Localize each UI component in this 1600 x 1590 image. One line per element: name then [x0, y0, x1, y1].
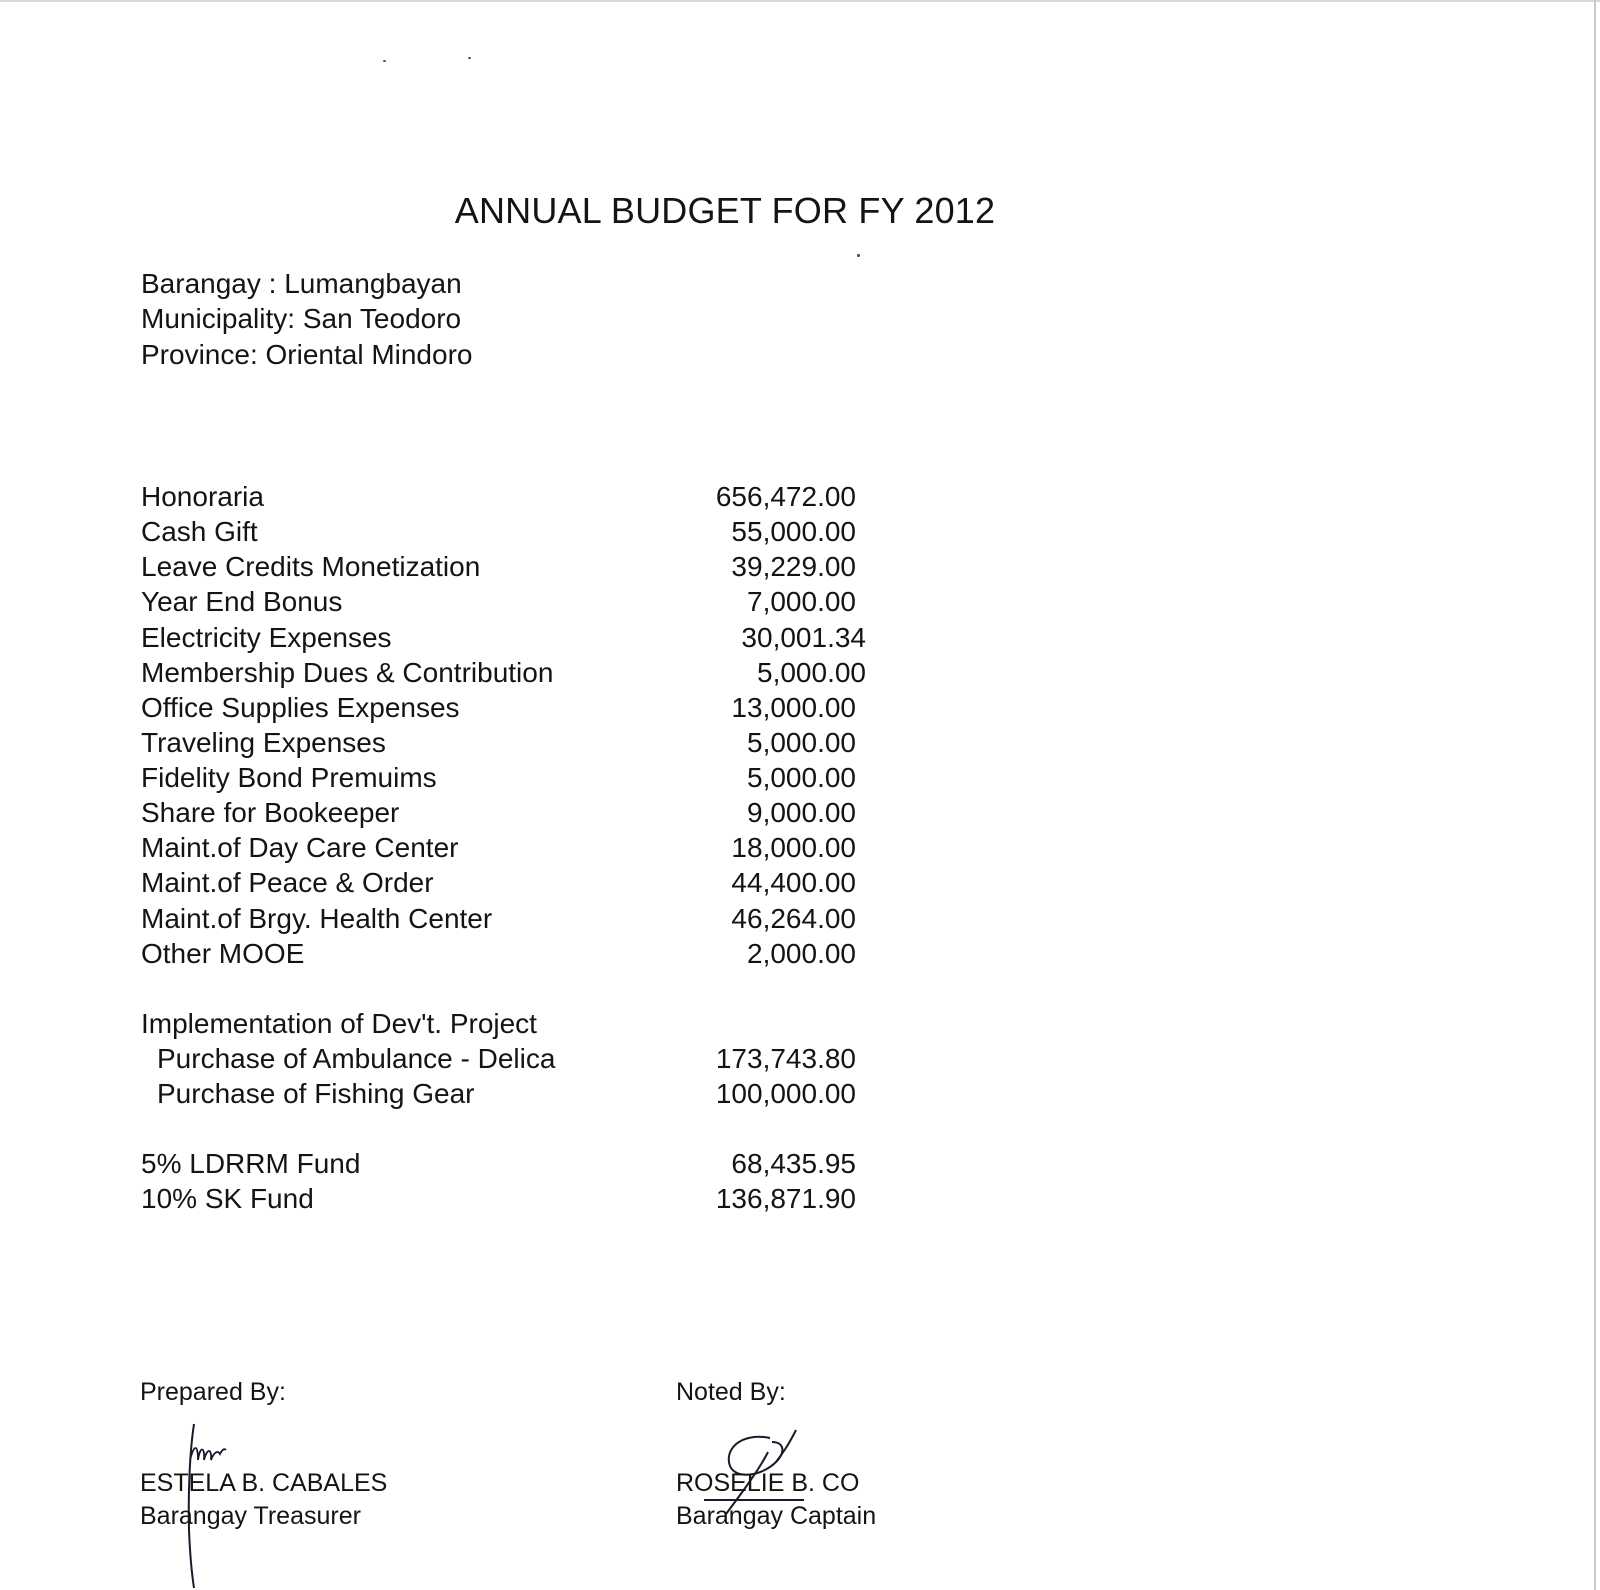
item-label: Maint.of Peace & Order — [141, 867, 434, 898]
item-value: 68,435.95 — [731, 1148, 856, 1179]
item-label: Other MOOE — [141, 938, 305, 969]
item-label: Purchase of Ambulance - Delica — [157, 1043, 556, 1074]
municipality-line: Municipality: San Teodoro — [141, 303, 462, 334]
scan-speck — [383, 60, 386, 62]
item-label: Maint.of Day Care Center — [141, 832, 459, 863]
scan-edge-right — [1594, 0, 1596, 1590]
item-value: 656,472.00 — [715, 481, 856, 512]
item-label: Fidelity Bond Premuims — [141, 762, 437, 793]
item-label: Leave Credits Monetization — [141, 551, 481, 582]
item-label: Cash Gift — [141, 516, 258, 547]
treasurer-name: ESTELA B. CABALES — [140, 1469, 388, 1497]
scan-edge-top — [0, 0, 1600, 2]
item-label: Maint.of Brgy. Health Center — [141, 903, 493, 934]
captain-role: Barangay Captain — [676, 1502, 877, 1530]
dev-project-heading: Implementation of Dev't. Project — [141, 1008, 537, 1039]
item-value: 5,000.00 — [757, 657, 866, 688]
item-label: Electricity Expenses — [141, 622, 392, 653]
item-value: 2,000.00 — [747, 938, 856, 969]
item-label: Membership Dues & Contribution — [141, 657, 554, 688]
item-label: Year End Bonus — [141, 586, 343, 617]
scan-speck — [468, 57, 471, 59]
item-value: 44,400.00 — [731, 867, 856, 898]
prepared-by-caption: Prepared By: — [140, 1378, 286, 1406]
item-label: Purchase of Fishing Gear — [157, 1078, 475, 1109]
item-value: 100,000.00 — [715, 1078, 856, 1109]
item-value: 30,001.34 — [741, 622, 866, 653]
item-label: 5% LDRRM Fund — [141, 1148, 361, 1179]
scan-speck — [857, 254, 860, 257]
item-value: 46,264.00 — [731, 903, 856, 934]
item-value: 7,000.00 — [747, 586, 856, 617]
item-value: 18,000.00 — [731, 832, 856, 863]
item-value: 9,000.00 — [747, 797, 856, 828]
noted-by-caption: Noted By: — [676, 1378, 786, 1406]
item-label: Share for Bookeeper — [141, 797, 400, 828]
item-label: 10% SK Fund — [141, 1183, 314, 1214]
barangay-line: Barangay : Lumangbayan — [141, 268, 462, 299]
item-value: 5,000.00 — [747, 727, 856, 758]
item-label: Traveling Expenses — [141, 727, 386, 758]
item-value: 136,871.90 — [715, 1183, 856, 1214]
captain-name: ROSELIE B. CO — [676, 1469, 860, 1497]
item-label: Office Supplies Expenses — [141, 692, 460, 723]
treasurer-role: Barangay Treasurer — [140, 1502, 361, 1530]
item-value: 13,000.00 — [731, 692, 856, 723]
item-value: 39,229.00 — [731, 551, 856, 582]
document-title: ANNUAL BUDGET FOR FY 2012 — [454, 190, 996, 231]
item-value: 5,000.00 — [747, 762, 856, 793]
province-line: Province: Oriental Mindoro — [141, 339, 473, 370]
item-label: Honoraria — [141, 481, 264, 512]
item-value: 173,743.80 — [715, 1043, 856, 1074]
item-value: 55,000.00 — [731, 516, 856, 547]
